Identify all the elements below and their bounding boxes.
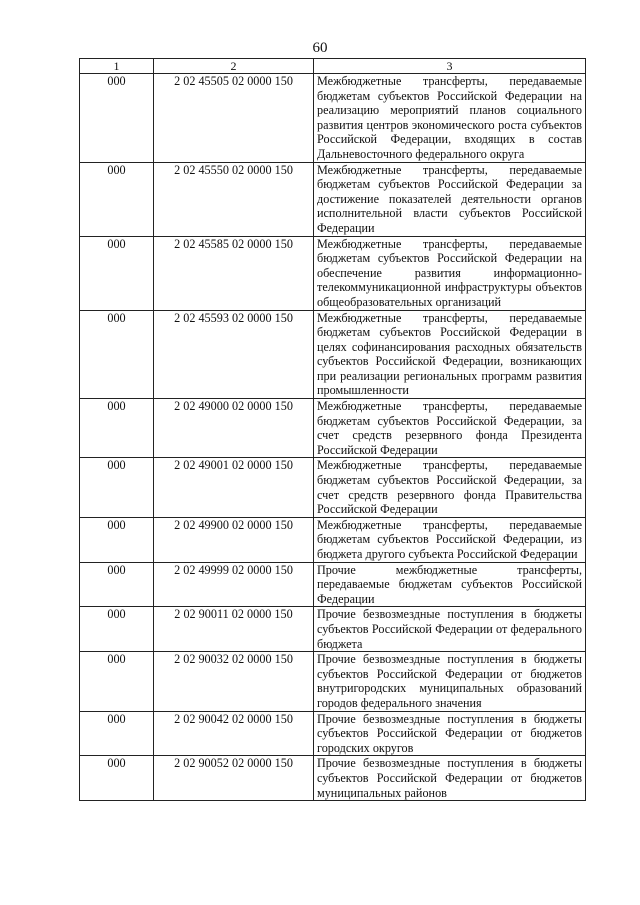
description-line: Российской Федерации bbox=[317, 442, 438, 457]
description-line: возникающих при реализации региональных bbox=[317, 354, 583, 383]
description-line: достижение показателей деятельности органов bbox=[317, 191, 582, 206]
page-number: 60 bbox=[312, 40, 328, 56]
admin-code-cell: 000 bbox=[80, 310, 154, 399]
description-line: Межбюджетные трансферты, передаваемые bbox=[317, 310, 582, 325]
revenue-description-cell bbox=[314, 607, 586, 652]
description-line: бюджетам субъектов Российской Федерации, за bbox=[317, 473, 582, 488]
description-line: Межбюджетные трансферты, передаваемые bbox=[317, 236, 582, 251]
admin-code-cell: 000 bbox=[80, 607, 154, 652]
budget-classification-code-cell: 2 02 49001 02 0000 150 bbox=[154, 458, 314, 517]
table-row bbox=[80, 458, 586, 517]
description-line: субъектов Российской Федерации от бюджетов bbox=[317, 666, 582, 681]
column-number-3: 3 bbox=[314, 59, 586, 74]
table-row bbox=[80, 652, 586, 711]
table-row bbox=[80, 162, 586, 236]
description-line: бюджетам субъектов Российской Федерации, из bbox=[317, 532, 582, 547]
description-line: субъектов Российской Федерации, входящих в bbox=[317, 117, 583, 147]
description-line: субъектов Российской Федерации от бюджетов bbox=[317, 726, 582, 741]
description-line: Российской Федерации bbox=[317, 502, 438, 517]
description-line: бюджетам субъектов Российской Федерации, за bbox=[317, 413, 582, 428]
description-line: Прочие безвозмездные поступления в бюджеты bbox=[317, 607, 582, 622]
revenue-description-cell bbox=[314, 74, 586, 163]
description-line: муниципальных районов bbox=[317, 785, 447, 800]
revenue-description-cell bbox=[314, 458, 586, 517]
description-line: передаваемые бюджетам субъектов Российской bbox=[317, 577, 582, 592]
table-row bbox=[80, 310, 586, 399]
description-line: счет средств резервного фонда Правительства bbox=[317, 487, 582, 502]
description-line: Прочие безвозмездные поступления в бюджеты bbox=[317, 756, 582, 771]
admin-code-cell: 000 bbox=[80, 711, 154, 756]
admin-code-cell: 000 bbox=[80, 458, 154, 517]
description-line: внутригородских муниципальных образований bbox=[317, 681, 582, 696]
description-line: реализацию мероприятий планов социального bbox=[317, 103, 582, 118]
budget-classification-code-cell: 2 02 90032 02 0000 150 bbox=[154, 652, 314, 711]
description-line: обеспечение развития информационно- bbox=[317, 265, 582, 280]
description-line: целях софинансирования расходных bbox=[317, 339, 511, 354]
description-line: городов федерального значения bbox=[317, 695, 482, 710]
description-line: счет средств резервного фонда Президента bbox=[317, 428, 582, 443]
table-row bbox=[80, 711, 586, 756]
table-row bbox=[80, 607, 586, 652]
description-line: Прочие межбюджетные трансферты, bbox=[317, 562, 582, 577]
description-line: Межбюджетные трансферты, передаваемые bbox=[317, 399, 582, 414]
description-line: федерального бюджета bbox=[317, 621, 582, 651]
description-line: Межбюджетные трансферты, передаваемые bbox=[317, 74, 582, 88]
description-line: Прочие безвозмездные поступления в бюджеты bbox=[317, 711, 582, 726]
admin-code-cell: 000 bbox=[80, 652, 154, 711]
description-line: Межбюджетные трансферты, передаваемые bbox=[317, 517, 582, 532]
admin-code-cell: 000 bbox=[80, 74, 154, 163]
description-line: бюджета другого субъекта Российской bbox=[317, 547, 517, 561]
budget-classification-code-cell: 2 02 45585 02 0000 150 bbox=[154, 236, 314, 310]
admin-code-cell: 000 bbox=[80, 236, 154, 310]
revenue-description-cell bbox=[314, 756, 586, 801]
table-row bbox=[80, 399, 586, 458]
description-line: исполнительной власти субъектов Российской bbox=[317, 206, 582, 221]
description-line: бюджетам субъектов Российской Федерации на bbox=[317, 251, 582, 266]
revenue-description-cell bbox=[314, 236, 586, 310]
revenue-description-cell bbox=[314, 517, 586, 562]
admin-code-cell: 000 bbox=[80, 162, 154, 236]
description-line: бюджетам субъектов Российской Федерации на bbox=[317, 88, 582, 103]
table-row bbox=[80, 74, 586, 163]
revenue-description-cell bbox=[314, 652, 586, 711]
budget-classification-code-cell: 2 02 45593 02 0000 150 bbox=[154, 310, 314, 399]
budget-classification-code-cell: 2 02 49999 02 0000 150 bbox=[154, 562, 314, 607]
description-line: городских округов bbox=[317, 740, 414, 755]
description-line: бюджетам субъектов Российской Федерации в bbox=[317, 325, 582, 340]
budget-classification-code-cell: 2 02 90052 02 0000 150 bbox=[154, 756, 314, 801]
description-line: субъектов Российской Федерации от бюджетов bbox=[317, 770, 582, 785]
description-line: развития центров экономического роста bbox=[317, 117, 527, 132]
table-header-row bbox=[80, 59, 586, 74]
table-body bbox=[80, 59, 586, 801]
table-row bbox=[80, 517, 586, 562]
table-row bbox=[80, 756, 586, 801]
revenue-description-cell bbox=[314, 162, 586, 236]
admin-code-cell: 000 bbox=[80, 517, 154, 562]
description-line: Межбюджетные трансферты, передаваемые bbox=[317, 162, 582, 177]
budget-classification-code-cell: 2 02 45505 02 0000 150 bbox=[154, 74, 314, 163]
budget-classification-code-cell: 2 02 49000 02 0000 150 bbox=[154, 399, 314, 458]
budget-classification-code-cell: 2 02 90042 02 0000 150 bbox=[154, 711, 314, 756]
description-line: состав Дальневосточного федерального округа bbox=[317, 132, 583, 161]
admin-code-cell: 000 bbox=[80, 756, 154, 801]
description-line: Прочие безвозмездные поступления в бюджеты bbox=[317, 652, 582, 667]
revenue-description-cell bbox=[314, 711, 586, 756]
table-row bbox=[80, 236, 586, 310]
revenue-description-cell bbox=[314, 562, 586, 607]
description-line: Федерации bbox=[317, 591, 375, 606]
column-number-1: 1 bbox=[80, 59, 154, 74]
description-line: программ развития промышленности bbox=[317, 368, 582, 398]
description-line: Федерации bbox=[317, 220, 375, 235]
admin-code-cell: 000 bbox=[80, 562, 154, 607]
revenue-description-cell bbox=[314, 399, 586, 458]
description-line: бюджетам субъектов Российской Федерации за bbox=[317, 177, 582, 192]
admin-code-cell: 000 bbox=[80, 399, 154, 458]
revenue-description-cell bbox=[314, 310, 586, 399]
description-line: объектов общеобразовательных организаций bbox=[317, 280, 582, 309]
description-line: Федерации bbox=[519, 547, 578, 561]
budget-classification-code-cell: 2 02 45550 02 0000 150 bbox=[154, 162, 314, 236]
budget-codes-table bbox=[79, 58, 586, 801]
budget-classification-code-cell: 2 02 49900 02 0000 150 bbox=[154, 517, 314, 562]
description-line: субъектов Российской Федерации от bbox=[317, 621, 508, 636]
description-line: Межбюджетные трансферты, передаваемые bbox=[317, 458, 582, 473]
budget-classification-code-cell: 2 02 90011 02 0000 150 bbox=[154, 607, 314, 652]
table-row bbox=[80, 562, 586, 607]
description-line: телекоммуникационной инфраструктуры bbox=[317, 280, 532, 295]
column-number-2: 2 bbox=[154, 59, 314, 74]
description-line: обязательств субъектов Российской Федерации, bbox=[317, 339, 583, 369]
